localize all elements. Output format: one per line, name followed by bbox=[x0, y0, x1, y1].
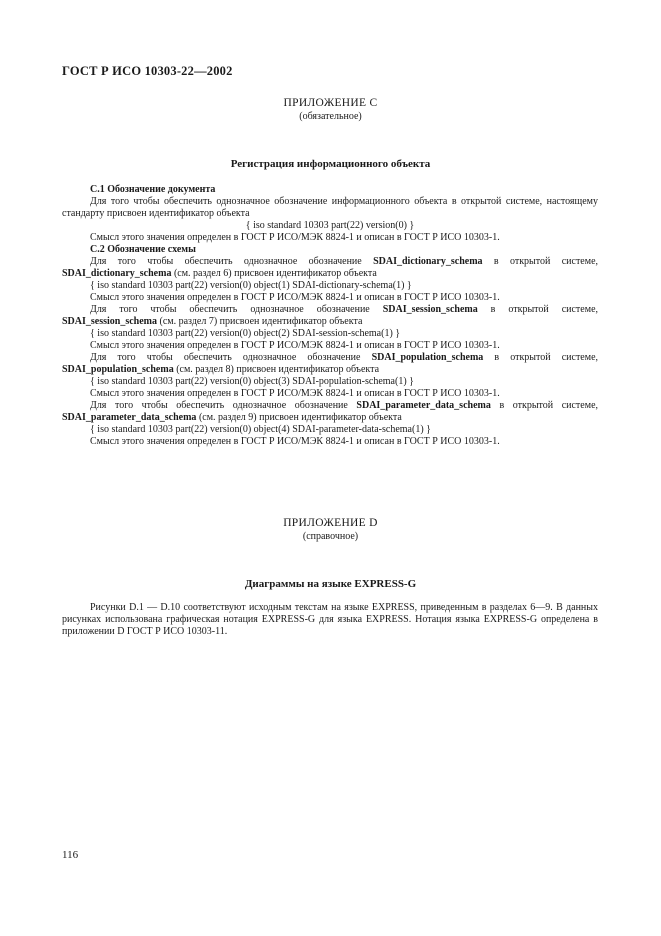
schema-intro: Для того чтобы обеспечить однозначное обозначение SDAI_population_schema в открытой системе, bbox=[90, 352, 599, 363]
schema-name: SDAI_population_schema bbox=[371, 352, 484, 363]
schema-section-ref: SDAI_parameter_data_schema (см. раздел 9) присвоен идентификатор объекта bbox=[62, 412, 402, 423]
schema-block-session bbox=[62, 304, 598, 352]
schema-block-dictionary bbox=[62, 256, 598, 304]
schema-block-parameter-data bbox=[62, 400, 598, 448]
schema-object-identifier: { iso standard 10303 part(22) version(0) object(4) SDAI-parameter-data-schema(1) } bbox=[90, 424, 431, 435]
annex-d-section-title: Диаграммы на языке EXPRESS-G bbox=[244, 578, 417, 590]
c1-paragraph: Для того чтобы обеспечить однозначное обозначение информационного объекта в открытой системе, настоящему стандарту присвоен идентификатор объекта bbox=[62, 196, 598, 219]
schema-section-ref: SDAI_dictionary_schema (см. раздел 6) присвоен идентификатор объекта bbox=[62, 268, 377, 279]
schema-object-identifier: { iso standard 10303 part(22) version(0) object(2) SDAI-session-schema(1) } bbox=[90, 328, 401, 339]
c1-heading: С.1 Обозначение документа bbox=[90, 184, 216, 195]
page-number: 116 bbox=[62, 849, 79, 861]
schema-name: SDAI_parameter_data_schema bbox=[356, 400, 491, 411]
annex-c-title: ПРИЛОЖЕНИЕ С bbox=[283, 97, 378, 109]
schema-intro: Для того чтобы обеспечить однозначное обозначение SDAI_dictionary_schema в открытой системе, bbox=[90, 256, 599, 267]
schema-name: SDAI_dictionary_schema bbox=[373, 256, 483, 267]
annex-c-section-title: Регистрация информационного объекта bbox=[230, 158, 431, 170]
annex-d-title: ПРИЛОЖЕНИЕ D bbox=[283, 517, 378, 529]
document-header: ГОСТ Р ИСО 10303-22—2002 bbox=[62, 64, 233, 78]
schema-meaning: Смысл этого значения определен в ГОСТ Р ИСО/МЭК 8824-1 и описан в ГОСТ Р ИСО 10303-1. bbox=[90, 388, 500, 399]
schema-object-identifier: { iso standard 10303 part(22) version(0) object(1) SDAI-dictionary-schema(1) } bbox=[90, 280, 412, 291]
annex-c-status: (обязательное) bbox=[299, 111, 362, 122]
schema-object-identifier: { iso standard 10303 part(22) version(0) object(3) SDAI-population-schema(1) } bbox=[90, 376, 414, 387]
annex-d-body bbox=[62, 602, 598, 638]
annex-d-paragraph: Рисунки D.1 — D.10 соответствуют исходным текстам на языке EXPRESS, приведенным в разделах 6—9. В данных рисунках использована графическая нотация EXPRESS-G для языка EXPRESS. Нотация языка EXPRESS-G определена в приложении D ГОСТ Р ИСО 10303-11. bbox=[62, 602, 598, 637]
schema-meaning: Смысл этого значения определен в ГОСТ Р ИСО/МЭК 8824-1 и описан в ГОСТ Р ИСО 10303-1. bbox=[90, 436, 500, 447]
annex-c-body bbox=[62, 184, 598, 448]
schema-section-ref: SDAI_session_schema (см. раздел 7) присвоен идентификатор объекта bbox=[62, 316, 363, 327]
schema-block-population bbox=[62, 352, 598, 400]
schema-meaning: Смысл этого значения определен в ГОСТ Р ИСО/МЭК 8824-1 и описан в ГОСТ Р ИСО 10303-1. bbox=[90, 292, 500, 303]
schema-name: SDAI_session_schema bbox=[382, 304, 478, 315]
c1-object-identifier: { iso standard 10303 part(22) version(0) } bbox=[245, 220, 415, 231]
schema-intro: Для того чтобы обеспечить однозначное обозначение SDAI_session_schema в открытой системе, bbox=[90, 304, 599, 315]
schema-intro: Для того чтобы обеспечить однозначное обозначение SDAI_parameter_data_schema в открытой системе, bbox=[90, 400, 599, 411]
annex-d-status: (справочное) bbox=[302, 531, 359, 542]
schema-section-ref: SDAI_population_schema (см. раздел 8) присвоен идентификатор объекта bbox=[62, 364, 380, 375]
c2-heading: С.2 Обозначение схемы bbox=[90, 244, 196, 255]
c1-meaning: Смысл этого значения определен в ГОСТ Р ИСО/МЭК 8824-1 и описан в ГОСТ Р ИСО 10303-1. bbox=[90, 232, 500, 243]
schema-meaning: Смысл этого значения определен в ГОСТ Р ИСО/МЭК 8824-1 и описан в ГОСТ Р ИСО 10303-1. bbox=[90, 340, 500, 351]
